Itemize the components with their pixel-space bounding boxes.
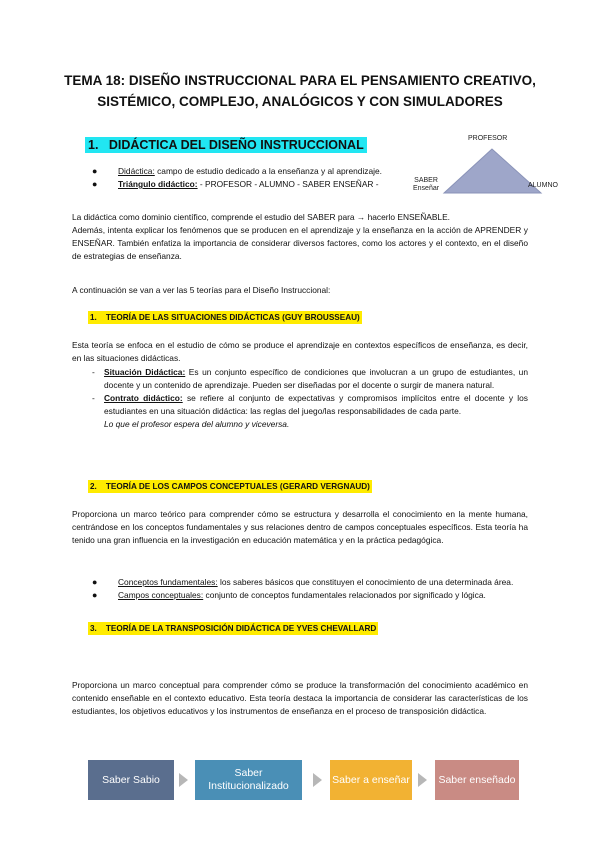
term: Didáctica: xyxy=(118,166,155,176)
list-item xyxy=(92,165,422,178)
title-line-2: SISTÉMICO, COMPLEJO, ANALÓGICOS Y CON SIMULADORES xyxy=(97,94,503,109)
flow-step-saber-a-ensenar: Saber a enseñar xyxy=(330,760,412,800)
flow-step-saber-ensenado: Saber enseñado xyxy=(435,760,519,800)
theory-2-heading: 2. TEORÍA DE LOS CAMPOS CONCEPTUALES (GERARD VERGNAUD) xyxy=(90,482,370,491)
definition: los saberes básicos que constituyen el conocimiento de una determinada área. xyxy=(217,577,514,587)
list-item xyxy=(92,178,422,191)
dash-marker: - xyxy=(92,393,95,403)
bullet-icon: ● xyxy=(92,577,98,587)
flow-step-saber-sabio: Saber Sabio xyxy=(88,760,174,800)
list-item xyxy=(92,576,528,589)
triangle-label-top: PROFESOR xyxy=(468,135,508,142)
bullet-icon: ● xyxy=(92,179,98,189)
arrow-right-icon xyxy=(418,773,427,787)
theory-3-heading: 3. TEORÍA DE LA TRANSPOSICIÓN DIDÁCTICA DE YVES CHEVALLARD xyxy=(90,624,377,633)
list-item xyxy=(92,392,528,418)
definition: - PROFESOR - ALUMNO - SABER ENSEÑAR - xyxy=(197,179,379,189)
term: Campos conceptuales: xyxy=(118,590,204,600)
definition: campo de estudio dedicado a la enseñanza y al aprendizaje. xyxy=(154,166,382,176)
triangle-shape xyxy=(440,145,545,197)
theory-1-intro: Esta teoría se enfoca en el estudio de cómo se produce el aprendizaje en contextos específicos de enseñanza, es decir, en las situaciones didácticas. xyxy=(72,340,528,363)
theories-intro: A continuación se van a ver las 5 teorías para el Diseño Instruccional: xyxy=(72,285,331,295)
term: Situación Didáctica: xyxy=(104,367,186,377)
italic-note: Lo que el profesor espera del alumno y viceversa. xyxy=(104,419,290,429)
term: Triángulo didáctico: xyxy=(118,179,198,189)
paragraph: La didáctica como dominio científico, comprende el estudio del SABER para → hacerlo ENSEÑABLE. xyxy=(72,212,450,222)
list-item xyxy=(92,589,528,602)
section-1-bullets xyxy=(92,165,422,191)
dash-marker: - xyxy=(92,367,95,377)
triangle-label-left-1: SABER xyxy=(414,177,438,184)
definition: Es un conjunto específico de condiciones que involucran a un grupo de estudiantes, un docente y un contenido de aprendizaje. Pueden ser diseñadas por el docente o surgir de manera natural. xyxy=(104,367,528,390)
theory-3-intro: Proporciona un marco conceptual para comprender cómo se produce la transformación del conocimiento académico en contenido enseñable en el contexto educativo. Esta teoría destaca la importancia de considerar las características de los estudiantes, los objetivos educativos y los instrumentos de enseñanza en el proceso de transposición didáctica. xyxy=(72,680,528,716)
theory-2-intro: Proporciona un marco teórico para comprender cómo se estructura y desarrolla el conocimiento en la mente humana, centrándose en los conceptos fundamentales y sus relaciones dentro de campos conceptuales específicos. Esta teoría ha tenido una gran influencia en la investigación en educación matemática y en la práctica pedagógica. xyxy=(72,509,528,545)
bullet-icon: ● xyxy=(92,166,98,176)
section-1-text xyxy=(72,211,528,263)
arrow-right-icon xyxy=(313,773,322,787)
triangle-label-left-2: Enseñar xyxy=(413,185,440,192)
term: Contrato didáctico: xyxy=(104,393,183,403)
triangle-label-right: ALUMNO xyxy=(528,182,558,189)
flow-step-saber-institucionalizado: Saber Institucionalizado xyxy=(195,760,302,800)
term: Conceptos fundamentales: xyxy=(118,577,218,587)
arrow-right-icon xyxy=(179,773,188,787)
page-title xyxy=(40,70,560,112)
definition: conjunto de conceptos fundamentales relacionados por significado y lógica. xyxy=(203,590,486,600)
list-item xyxy=(92,366,528,392)
definition: se refiere al conjunto de expectativas y compromisos implícitos entre el docente y los estudiantes en una situación didáctica: las reglas del juego/las responsabilidades de cada parte. xyxy=(104,393,528,416)
paragraph: Además, intenta explicar los fenómenos que se producen en el aprendizaje y la enseñanza en la acción de APRENDER y ENSEÑAR. También enfatiza la importancia de considerar diversos factores, como los actores y el contexto, en el diseño de estrategias de enseñanza. xyxy=(72,225,528,261)
section-1-heading: 1. DIDÁCTICA DEL DISEÑO INSTRUCCIONAL xyxy=(85,137,367,153)
theory-2-bullets xyxy=(92,576,528,602)
theory-1-heading: 1. TEORÍA DE LAS SITUACIONES DIDÁCTICAS (GUY BROUSSEAU) xyxy=(90,313,360,322)
title-line-1: TEMA 18: DISEÑO INSTRUCCIONAL PARA EL PENSAMIENTO CREATIVO, xyxy=(64,73,536,88)
theory-1-items xyxy=(92,366,528,431)
bullet-icon: ● xyxy=(92,590,98,600)
didactic-triangle xyxy=(413,135,558,197)
